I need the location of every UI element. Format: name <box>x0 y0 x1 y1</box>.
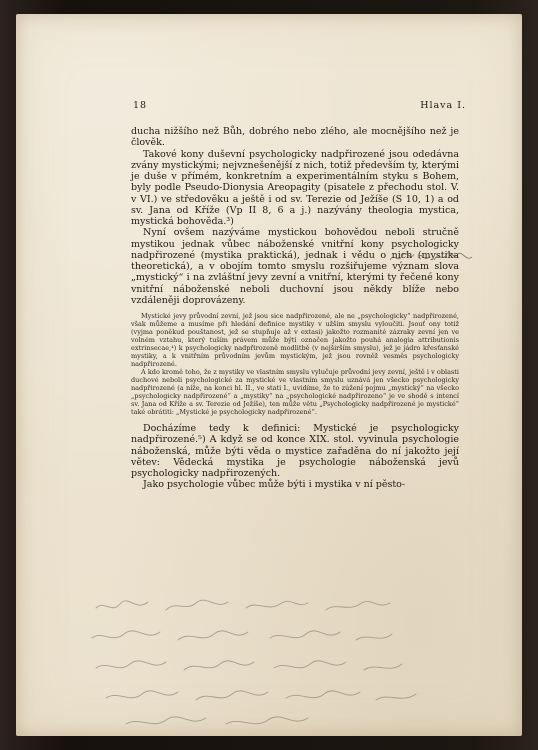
handwritten-margin-note <box>388 246 478 268</box>
paragraph-1: ducha nižšího než Bůh, dobrého nebo zlého, ale mocnějšího než je člověk. <box>131 126 459 149</box>
page-number: 18 <box>133 100 148 111</box>
running-head: Hlava I. <box>420 100 466 111</box>
book-page <box>16 14 522 736</box>
paragraph-2: Takové kony duševní psychologicky nadpřirozené jsou odedávna zvány mystickými; nejvznešenější z nich, totiž především ty, kterými je duše v přímém, konkretním a experimentálním styku s Bohem, byly podle Pseudo-Dionysia Areopagity (pisatele z přechodu stol. V. v VI.) ve středověku a ještě i od sv. Terezie od Ježíše (S 10, 1) a od sv. Jana od Kříže (Vp II 8, 6 a j.) nazývány theologia mystica, mystická bohověda.³) <box>131 148 459 227</box>
paragraph-3: Nyní ovšem nazýváme mystickou bohovědou neboli stručně mystikou jednak vůbec náboženské vnitřní kony psychologicky nadpřirozené (mystika praktická), jednak i vědu o nich (mystika theoretická), a v obojím tomto smyslu rozšiřujeme význam slova „mystický“ i na zvláštní jevy zevní a vnitřní, kterými ty řečené kony vnitřní náboženské neboli duchovní jsou někdy blíže nebo vzdáleněji doprovázeny. <box>131 227 459 306</box>
page-body <box>131 126 459 491</box>
small-print-paragraph-2: A kdo kromě toho, že z mystiky ve vlastním smyslu vylučuje průvodní jevy zevní, ještě i v oblasti duchové neboli psychologické za mystické ve vlastním smyslu uznává jen všecko psychologicky nadpřirozené (a níže, na konci hl. II., ve stati I., uvidíme, že to zúžení pojmu „mystický“ na všecko „psychologicky nadpřirozené“ a „mystiky“ na „psychologické nadpřirozeno“ je ve shodě s intencí sv. Jana od Kříže a sv. Terezie od Ježíše), ten může větu „Psychologicky nadpřirozené je mystické“ také obrátiti: „Mystické je psychologicky nadpřirozené“. <box>131 368 459 416</box>
spacer <box>131 416 459 423</box>
paragraph-5: Jako psychologie vůbec může býti i mystika v ní pěsto- <box>143 479 406 491</box>
pencil-scribbles <box>56 594 496 734</box>
small-print-paragraph-1: Mystické jevy průvodní zevní, jež jsou sice nadpřirozené, ale ne „psychologicky“ nadpřirozené, však můžeme a musíme při hledání definice mystiky v užším smyslu vyloučiti. Jsouť ony totiž (vyjma poněkud pouštanost, jež se stupňuje až v extasi) jakožto rozmanité zázraky zevní jen ve volném vztahu, který tuším právem může býti označen jakožto pouhá analogia attributionis extrinsecae,⁴) k psychologicky nadpřirozeně modlitbě (v nejširším smyslu), jež je jádro křesťanské mystiky, a k vnitřním průvodním jevům mystickým, jež jsou rovněž vesměs psychologicky nadpřirozené. <box>131 312 459 368</box>
paragraph-4: Docházíme tedy k definici: Mystické je psychologicky nadpřirozené.⁵) A když se od konce XIX. stol. vyvinula psychologie náboženská, může býti věda o mystice zařaděna do ní jakožto její větev: Vědecká mystika je psychologie náboženská jevů psychologicky nadpřirozených. <box>131 423 459 479</box>
